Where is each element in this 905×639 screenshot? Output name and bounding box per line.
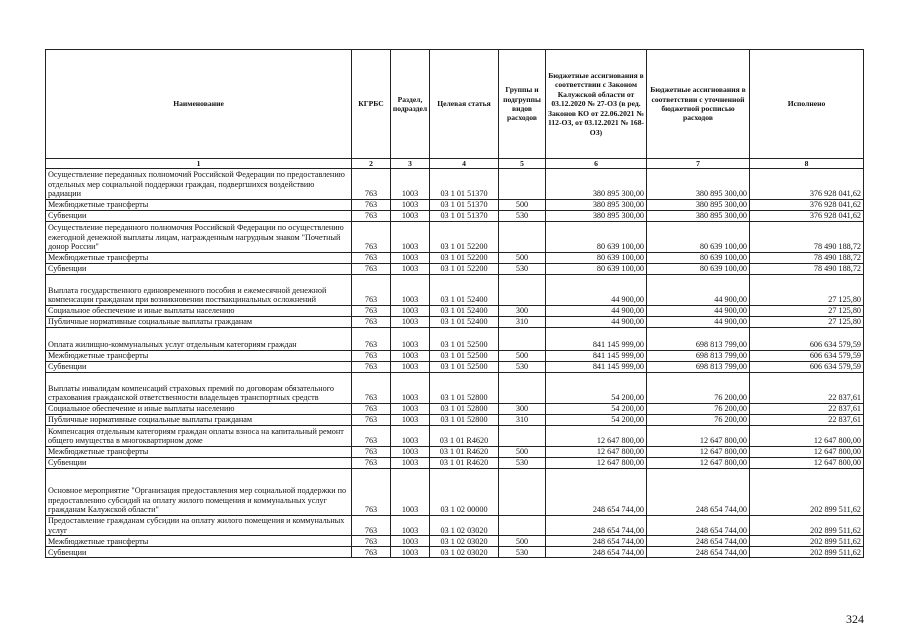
row-executed: 376 928 041,62: [750, 211, 864, 222]
row-razdel: 1003: [391, 536, 430, 547]
header-executed: Исполнено: [750, 50, 864, 159]
row-kgrbs: 763: [352, 275, 391, 306]
row-executed: 27 125,80: [750, 275, 864, 306]
row-assign-refined: 12 647 800,00: [647, 458, 750, 469]
row-razdel: 1003: [391, 211, 430, 222]
row-assign-law: 380 895 300,00: [546, 169, 647, 200]
row-razdel: 1003: [391, 426, 430, 447]
row-executed: 606 634 579,59: [750, 328, 864, 351]
row-executed: 12 647 800,00: [750, 458, 864, 469]
row-razdel: 1003: [391, 373, 430, 404]
column-number: 4: [430, 159, 499, 169]
row-name: Субвенции: [46, 458, 352, 469]
table-row: [46, 404, 864, 415]
row-cel: 03 1 01 52500: [430, 362, 499, 373]
row-name: Публичные нормативные социальные выплаты гражданам: [46, 415, 352, 426]
row-vid: 300: [499, 306, 546, 317]
row-name: Межбюджетные трансферты: [46, 200, 352, 211]
row-vid: 530: [499, 547, 546, 558]
row-assign-refined: 698 813 799,00: [647, 328, 750, 351]
row-kgrbs: 763: [352, 253, 391, 264]
row-name: Выплаты инвалидам компенсаций страховых премий по договорам обязательного страхования гражданской ответственности владельцев транспортных средств: [46, 373, 352, 404]
row-razdel: 1003: [391, 516, 430, 536]
row-vid: [499, 516, 546, 536]
row-razdel: 1003: [391, 222, 430, 253]
row-assign-law: 54 200,00: [546, 373, 647, 404]
row-kgrbs: 763: [352, 373, 391, 404]
row-assign-refined: 380 895 300,00: [647, 200, 750, 211]
row-vid: 530: [499, 362, 546, 373]
row-assign-refined: 248 654 744,00: [647, 547, 750, 558]
row-vid: 500: [499, 447, 546, 458]
row-kgrbs: 763: [352, 536, 391, 547]
row-assign-law: 54 200,00: [546, 404, 647, 415]
row-vid: [499, 222, 546, 253]
table-row: [46, 536, 864, 547]
row-executed: 606 634 579,59: [750, 362, 864, 373]
row-assign-refined: 44 900,00: [647, 306, 750, 317]
row-kgrbs: 763: [352, 351, 391, 362]
row-executed: 78 490 188,72: [750, 253, 864, 264]
table-row: [46, 211, 864, 222]
row-assign-law: 841 145 999,00: [546, 351, 647, 362]
row-name: Компенсация отдельным категориям граждан оплаты взноса на капитальный ремонт общего имущества в многоквартирном доме: [46, 426, 352, 447]
row-name: Субвенции: [46, 547, 352, 558]
table-row: [46, 306, 864, 317]
row-executed: 22 837,61: [750, 415, 864, 426]
table-row: [46, 222, 864, 253]
row-vid: 500: [499, 536, 546, 547]
header-cel: Целевая статья: [430, 50, 499, 159]
row-razdel: 1003: [391, 264, 430, 275]
table-row: [46, 362, 864, 373]
row-name: Оплата жилищно-коммунальных услуг отдельным категориям граждан: [46, 328, 352, 351]
header-assign-law: Бюджетные ассигнования в соответствии с Законом Калужской области от 03.12.2020 № 27-ОЗ (в ред. Законов КО от 22.06.2021 № 112-ОЗ, от 03.12.2021 № 168-ОЗ): [546, 50, 647, 159]
row-razdel: 1003: [391, 415, 430, 426]
table-row: [46, 169, 864, 200]
row-razdel: 1003: [391, 547, 430, 558]
row-assign-refined: 380 895 300,00: [647, 211, 750, 222]
row-executed: 606 634 579,59: [750, 351, 864, 362]
column-number: 6: [546, 159, 647, 169]
row-vid: 310: [499, 317, 546, 328]
column-number: 1: [46, 159, 352, 169]
row-cel: 03 1 01 R4620: [430, 447, 499, 458]
row-name: Осуществление переданных полномочий Российской Федерации по предоставлению отдельных мер социальной поддержки граждан, подвергшихся воздействию радиации: [46, 169, 352, 200]
column-number: 2: [352, 159, 391, 169]
table-row: [46, 253, 864, 264]
row-executed: 202 899 511,62: [750, 516, 864, 536]
row-razdel: 1003: [391, 362, 430, 373]
row-kgrbs: 763: [352, 362, 391, 373]
table-row: [46, 200, 864, 211]
row-razdel: 1003: [391, 447, 430, 458]
row-executed: 202 899 511,62: [750, 547, 864, 558]
row-assign-law: 12 647 800,00: [546, 458, 647, 469]
row-cel: 03 1 02 00000: [430, 469, 499, 516]
row-cel: 03 1 01 51370: [430, 211, 499, 222]
row-assign-refined: 248 654 744,00: [647, 516, 750, 536]
row-kgrbs: 763: [352, 447, 391, 458]
table-row: [46, 547, 864, 558]
row-executed: 376 928 041,62: [750, 200, 864, 211]
row-name: Межбюджетные трансферты: [46, 536, 352, 547]
column-number: 8: [750, 159, 864, 169]
row-executed: 202 899 511,62: [750, 536, 864, 547]
row-cel: 03 1 01 52200: [430, 264, 499, 275]
row-vid: [499, 469, 546, 516]
row-kgrbs: 763: [352, 222, 391, 253]
row-kgrbs: 763: [352, 317, 391, 328]
row-assign-law: 44 900,00: [546, 275, 647, 306]
row-assign-refined: 80 639 100,00: [647, 253, 750, 264]
row-razdel: 1003: [391, 469, 430, 516]
table-row: [46, 275, 864, 306]
header-name: Наименование: [46, 50, 352, 159]
column-number-row: [46, 159, 864, 169]
page-number: 324: [846, 612, 864, 626]
row-assign-law: 12 647 800,00: [546, 447, 647, 458]
row-vid: 300: [499, 404, 546, 415]
row-assign-law: 248 654 744,00: [546, 516, 647, 536]
row-cel: 03 1 02 03020: [430, 516, 499, 536]
row-assign-law: 841 145 999,00: [546, 328, 647, 351]
column-number: 7: [647, 159, 750, 169]
row-vid: [499, 275, 546, 306]
row-razdel: 1003: [391, 306, 430, 317]
budget-table: [45, 49, 864, 558]
row-assign-law: 248 654 744,00: [546, 536, 647, 547]
table-row: [46, 373, 864, 404]
header-assign-refined: Бюджетные ассигнования в соответствии с уточненной бюджетной росписью расходов: [647, 50, 750, 159]
column-number: 5: [499, 159, 546, 169]
table-header-row: [46, 50, 864, 159]
row-kgrbs: 763: [352, 547, 391, 558]
row-name: Субвенции: [46, 362, 352, 373]
row-vid: [499, 169, 546, 200]
row-name: Межбюджетные трансферты: [46, 447, 352, 458]
row-kgrbs: 763: [352, 264, 391, 275]
row-assign-refined: 76 200,00: [647, 415, 750, 426]
row-cel: 03 1 01 51370: [430, 200, 499, 211]
row-assign-law: 380 895 300,00: [546, 211, 647, 222]
row-assign-refined: 12 647 800,00: [647, 447, 750, 458]
row-name: Социальное обеспечение и иные выплаты населению: [46, 306, 352, 317]
row-assign-law: 44 900,00: [546, 317, 647, 328]
row-razdel: 1003: [391, 169, 430, 200]
row-razdel: 1003: [391, 404, 430, 415]
row-name: Межбюджетные трансферты: [46, 253, 352, 264]
row-vid: 500: [499, 253, 546, 264]
row-name: Субвенции: [46, 211, 352, 222]
row-cel: 03 1 01 52800: [430, 373, 499, 404]
row-kgrbs: 763: [352, 469, 391, 516]
row-kgrbs: 763: [352, 458, 391, 469]
row-assign-refined: 248 654 744,00: [647, 536, 750, 547]
row-cel: 03 1 02 03020: [430, 536, 499, 547]
row-assign-law: 54 200,00: [546, 415, 647, 426]
row-razdel: 1003: [391, 253, 430, 264]
table-row: [46, 516, 864, 536]
row-cel: 03 1 01 52400: [430, 317, 499, 328]
row-kgrbs: 763: [352, 415, 391, 426]
row-assign-refined: 76 200,00: [647, 373, 750, 404]
row-razdel: 1003: [391, 351, 430, 362]
row-assign-refined: 44 900,00: [647, 317, 750, 328]
row-kgrbs: 763: [352, 169, 391, 200]
row-kgrbs: 763: [352, 516, 391, 536]
row-vid: 310: [499, 415, 546, 426]
row-name: Субвенции: [46, 264, 352, 275]
row-executed: 202 899 511,62: [750, 469, 864, 516]
row-vid: 530: [499, 211, 546, 222]
row-assign-law: 80 639 100,00: [546, 264, 647, 275]
row-name: Осуществление переданного полномочия Российской Федерации по осуществлению ежегодной денежной выплаты лицам, награжденным нагрудным знаком "Почетный донор России": [46, 222, 352, 253]
row-assign-refined: 698 813 799,00: [647, 351, 750, 362]
row-assign-refined: 12 647 800,00: [647, 426, 750, 447]
row-executed: 12 647 800,00: [750, 447, 864, 458]
column-number: 3: [391, 159, 430, 169]
row-cel: 03 1 01 51370: [430, 169, 499, 200]
row-assign-law: 80 639 100,00: [546, 253, 647, 264]
row-vid: 530: [499, 264, 546, 275]
row-executed: 27 125,80: [750, 317, 864, 328]
row-cel: 03 1 01 52400: [430, 306, 499, 317]
row-assign-refined: 80 639 100,00: [647, 222, 750, 253]
row-cel: 03 1 01 52200: [430, 253, 499, 264]
row-assign-law: 841 145 999,00: [546, 362, 647, 373]
row-name: Выплата государственного единовременного пособия и ежемесячной денежной компенсации гражданам при возникновении поствакцинальных осложнений: [46, 275, 352, 306]
row-assign-law: 380 895 300,00: [546, 200, 647, 211]
row-name: Социальное обеспечение и иные выплаты населению: [46, 404, 352, 415]
row-vid: [499, 373, 546, 404]
row-executed: 27 125,80: [750, 306, 864, 317]
row-assign-refined: 44 900,00: [647, 275, 750, 306]
row-razdel: 1003: [391, 275, 430, 306]
row-assign-refined: 698 813 799,00: [647, 362, 750, 373]
row-assign-law: 248 654 744,00: [546, 547, 647, 558]
row-kgrbs: 763: [352, 306, 391, 317]
row-assign-refined: 76 200,00: [647, 404, 750, 415]
row-assign-refined: 248 654 744,00: [647, 469, 750, 516]
row-executed: 12 647 800,00: [750, 426, 864, 447]
row-name: Публичные нормативные социальные выплаты гражданам: [46, 317, 352, 328]
row-kgrbs: 763: [352, 200, 391, 211]
row-executed: 78 490 188,72: [750, 222, 864, 253]
row-razdel: 1003: [391, 317, 430, 328]
row-kgrbs: 763: [352, 404, 391, 415]
row-assign-refined: 80 639 100,00: [647, 264, 750, 275]
table-row: [46, 415, 864, 426]
row-name: Межбюджетные трансферты: [46, 351, 352, 362]
row-razdel: 1003: [391, 458, 430, 469]
row-cel: 03 1 01 52500: [430, 351, 499, 362]
row-cel: 03 1 01 R4620: [430, 458, 499, 469]
row-vid: [499, 328, 546, 351]
row-assign-law: 44 900,00: [546, 306, 647, 317]
row-cel: 03 1 01 52800: [430, 404, 499, 415]
row-kgrbs: 763: [352, 328, 391, 351]
row-name: Основное мероприятие "Организация предоставления мер социальной поддержки по предоставлению субсидий на оплату жилого помещения и коммунальных услуг гражданам Калужской области": [46, 469, 352, 516]
row-kgrbs: 763: [352, 426, 391, 447]
row-assign-law: 248 654 744,00: [546, 469, 647, 516]
row-name: Предоставление гражданам субсидии на оплату жилого помещения и коммунальных услуг: [46, 516, 352, 536]
table-row: [46, 351, 864, 362]
row-assign-refined: 380 895 300,00: [647, 169, 750, 200]
row-cel: 03 1 02 03020: [430, 547, 499, 558]
table-row: [46, 328, 864, 351]
table-row: [46, 264, 864, 275]
row-kgrbs: 763: [352, 211, 391, 222]
row-executed: 22 837,61: [750, 373, 864, 404]
row-executed: 22 837,61: [750, 404, 864, 415]
table-row: [46, 426, 864, 447]
row-cel: 03 1 01 52200: [430, 222, 499, 253]
row-vid: 500: [499, 351, 546, 362]
table-row: [46, 469, 864, 516]
row-cel: 03 1 01 R4620: [430, 426, 499, 447]
table-row: [46, 447, 864, 458]
header-gruppy: Группы и подгруппы видов расходов: [499, 50, 546, 159]
row-vid: [499, 426, 546, 447]
table-row: [46, 317, 864, 328]
row-vid: 500: [499, 200, 546, 211]
row-assign-law: 12 647 800,00: [546, 426, 647, 447]
row-cel: 03 1 01 52800: [430, 415, 499, 426]
row-razdel: 1003: [391, 328, 430, 351]
row-cel: 03 1 01 52400: [430, 275, 499, 306]
row-executed: 376 928 041,62: [750, 169, 864, 200]
header-razdel: Раздел, подраздел: [391, 50, 430, 159]
row-executed: 78 490 188,72: [750, 264, 864, 275]
row-vid: 530: [499, 458, 546, 469]
row-cel: 03 1 01 52500: [430, 328, 499, 351]
row-razdel: 1003: [391, 200, 430, 211]
row-assign-law: 80 639 100,00: [546, 222, 647, 253]
table-row: [46, 458, 864, 469]
header-kgrbs: КГРБС: [352, 50, 391, 159]
